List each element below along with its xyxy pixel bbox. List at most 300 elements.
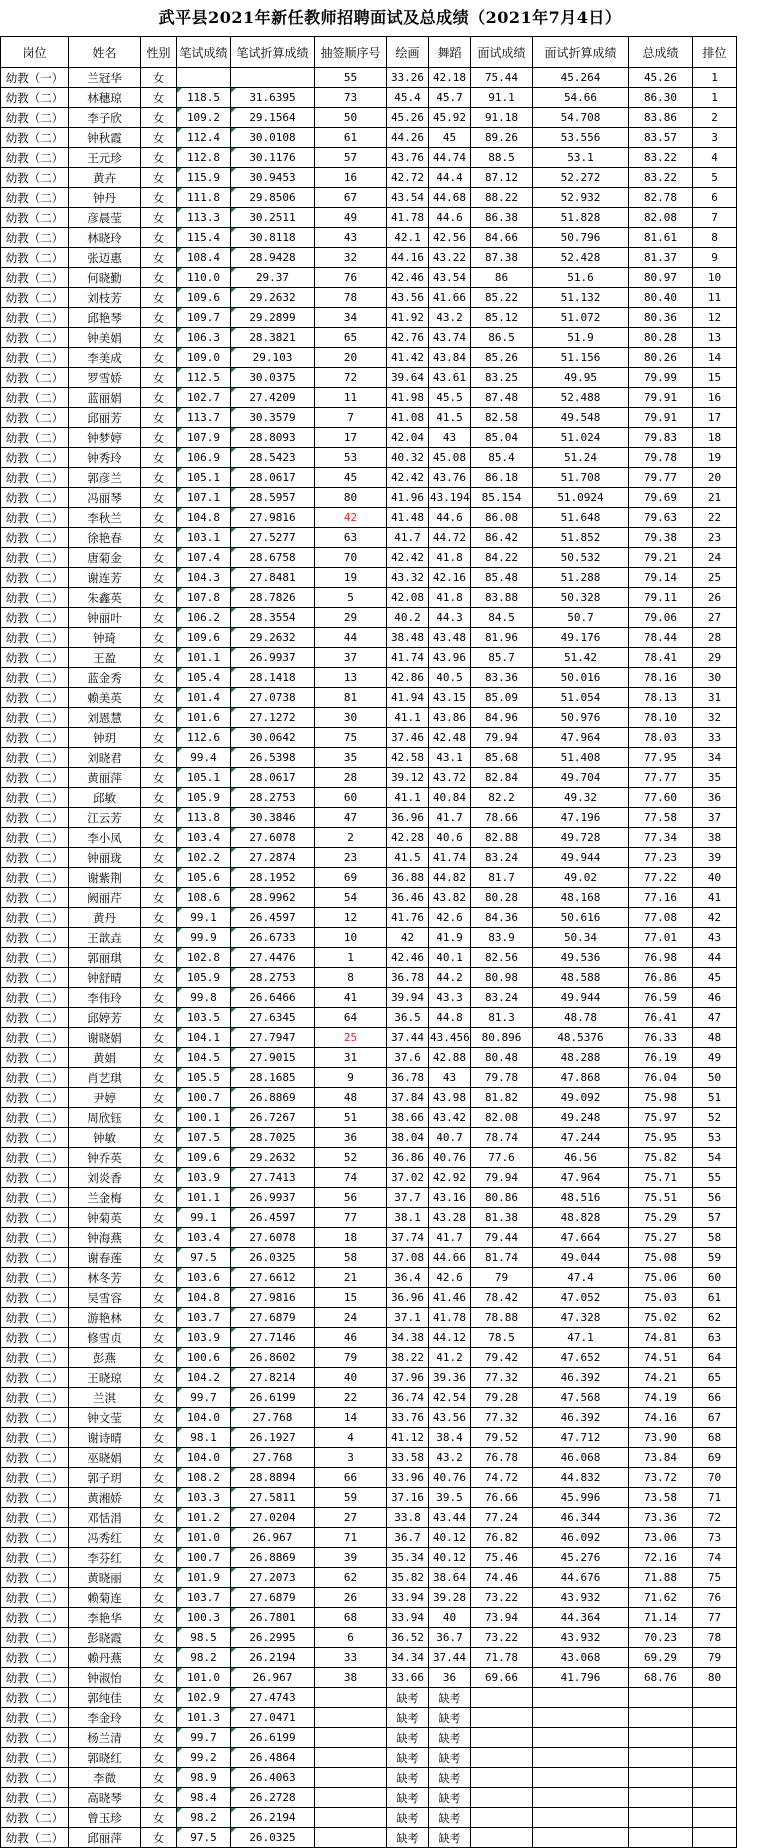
cell-interview-score: 85.154 xyxy=(471,488,533,508)
cell-interview-scaled: 51.648 xyxy=(533,508,629,528)
cell-draw-order: 50 xyxy=(315,108,387,128)
cell-written-score: 118.5 xyxy=(177,88,231,108)
table-row xyxy=(1,1288,780,1308)
cell-written-scaled: 27.0204 xyxy=(231,1508,315,1528)
cell-gender: 女 xyxy=(141,1548,177,1568)
cell-gender: 女 xyxy=(141,1388,177,1408)
cell-written-score: 102.2 xyxy=(177,848,231,868)
cell-written-scaled: 29.2632 xyxy=(231,1148,315,1168)
cell-dance: 45.92 xyxy=(429,108,471,128)
cell-dance: 45 xyxy=(429,128,471,148)
cell-written-scaled: 30.0375 xyxy=(231,368,315,388)
cell-interview-score: 81.7 xyxy=(471,868,533,888)
cell-position: 幼教（二） xyxy=(1,568,69,588)
cell-interview-score: 78.66 xyxy=(471,808,533,828)
cell-written-scaled xyxy=(231,68,315,88)
table-row xyxy=(1,1328,780,1348)
cell-total-score xyxy=(629,1768,693,1788)
cell-painting: 37.6 xyxy=(387,1048,429,1068)
cell-interview-scaled: 44.364 xyxy=(533,1608,629,1628)
cell-written-scaled: 27.0738 xyxy=(231,688,315,708)
cell-rank: 69 xyxy=(693,1448,737,1468)
cell-total-score xyxy=(629,1708,693,1728)
cell-painting: 33.8 xyxy=(387,1508,429,1528)
cell-dance: 缺考 xyxy=(429,1688,471,1708)
cell-name: 何晓勤 xyxy=(69,268,141,288)
cell-written-score: 105.1 xyxy=(177,768,231,788)
col-header-written-scaled: 笔试折算成绩 xyxy=(231,37,315,68)
cell-gender: 女 xyxy=(141,1268,177,1288)
cell-interview-scaled: 47.1 xyxy=(533,1328,629,1348)
cell-interview-score: 80.48 xyxy=(471,1048,533,1068)
cell-gender: 女 xyxy=(141,348,177,368)
cell-interview-scaled: 53.1 xyxy=(533,148,629,168)
cell-interview-scaled xyxy=(533,1748,629,1768)
cell-position: 幼教（二） xyxy=(1,668,69,688)
cell-dance: 42.16 xyxy=(429,568,471,588)
cell-written-score: 109.7 xyxy=(177,308,231,328)
table-row xyxy=(1,1548,780,1568)
cell-interview-scaled: 51.288 xyxy=(533,568,629,588)
cell-painting: 33.94 xyxy=(387,1608,429,1628)
cell-interview-score: 71.78 xyxy=(471,1648,533,1668)
cell-interview-score: 83.36 xyxy=(471,668,533,688)
cell-interview-score: 79.94 xyxy=(471,728,533,748)
cell-dance: 39.28 xyxy=(429,1588,471,1608)
cell-total-score: 79.06 xyxy=(629,608,693,628)
cell-interview-score: 86.38 xyxy=(471,208,533,228)
cell-interview-score: 85.22 xyxy=(471,288,533,308)
cell-interview-scaled: 45.996 xyxy=(533,1488,629,1508)
cell-name: 钟丹 xyxy=(69,188,141,208)
cell-painting: 37.46 xyxy=(387,728,429,748)
cell-written-score: 112.6 xyxy=(177,728,231,748)
cell-written-score: 113.3 xyxy=(177,208,231,228)
cell-gender: 女 xyxy=(141,948,177,968)
cell-draw-order: 42 xyxy=(315,508,387,528)
cell-name: 蓝金秀 xyxy=(69,668,141,688)
table-row xyxy=(1,128,780,148)
cell-interview-score: 85.68 xyxy=(471,748,533,768)
cell-position: 幼教（二） xyxy=(1,968,69,988)
cell-total-score: 79.63 xyxy=(629,508,693,528)
cell-name: 修雪贞 xyxy=(69,1328,141,1348)
cell-interview-score: 82.08 xyxy=(471,1108,533,1128)
cell-name: 邓恬涓 xyxy=(69,1508,141,1528)
cell-rank: 30 xyxy=(693,668,737,688)
cell-interview-score: 83.24 xyxy=(471,848,533,868)
cell-total-score: 76.98 xyxy=(629,948,693,968)
cell-name: 邱敏 xyxy=(69,788,141,808)
cell-total-score: 80.28 xyxy=(629,328,693,348)
cell-interview-score: 81.3 xyxy=(471,1008,533,1028)
cell-total-score: 82.08 xyxy=(629,208,693,228)
cell-name: 兰淇 xyxy=(69,1388,141,1408)
col-header-painting: 绘画 xyxy=(387,37,429,68)
cell-written-score: 103.1 xyxy=(177,528,231,548)
cell-interview-scaled: 47.568 xyxy=(533,1388,629,1408)
cell-total-score: 74.21 xyxy=(629,1368,693,1388)
cell-draw-order: 39 xyxy=(315,1548,387,1568)
cell-rank: 40 xyxy=(693,868,737,888)
cell-gender: 女 xyxy=(141,388,177,408)
table-row xyxy=(1,648,780,668)
cell-gender: 女 xyxy=(141,1328,177,1348)
cell-position: 幼教（二） xyxy=(1,708,69,728)
table-row xyxy=(1,1388,780,1408)
cell-draw-order: 3 xyxy=(315,1448,387,1468)
cell-rank: 26 xyxy=(693,588,737,608)
cell-draw-order xyxy=(315,1748,387,1768)
cell-painting: 41.78 xyxy=(387,208,429,228)
cell-name: 谢连芳 xyxy=(69,568,141,588)
cell-written-score: 112.5 xyxy=(177,368,231,388)
cell-total-score: 83.22 xyxy=(629,148,693,168)
cell-interview-scaled: 51.6 xyxy=(533,268,629,288)
cell-name: 李微 xyxy=(69,1768,141,1788)
cell-interview-scaled: 51.024 xyxy=(533,428,629,448)
cell-draw-order: 56 xyxy=(315,1188,387,1208)
cell-dance: 43 xyxy=(429,428,471,448)
cell-interview-score: 81.74 xyxy=(471,1248,533,1268)
cell-gender: 女 xyxy=(141,328,177,348)
cell-rank: 63 xyxy=(693,1328,737,1348)
cell-dance: 43.2 xyxy=(429,308,471,328)
cell-rank: 58 xyxy=(693,1228,737,1248)
cell-interview-scaled: 47.868 xyxy=(533,1068,629,1088)
cell-written-score: 103.7 xyxy=(177,1308,231,1328)
cell-name: 彭燕 xyxy=(69,1348,141,1368)
cell-draw-order: 65 xyxy=(315,328,387,348)
cell-interview-scaled: 46.344 xyxy=(533,1508,629,1528)
cell-written-score: 101.0 xyxy=(177,1668,231,1688)
cell-dance: 43.86 xyxy=(429,708,471,728)
cell-position: 幼教（二） xyxy=(1,1368,69,1388)
cell-interview-score: 86 xyxy=(471,268,533,288)
cell-gender: 女 xyxy=(141,888,177,908)
cell-painting: 41.08 xyxy=(387,408,429,428)
col-header-position: 岗位 xyxy=(1,37,69,68)
cell-interview-scaled: 49.548 xyxy=(533,408,629,428)
cell-interview-scaled: 44.676 xyxy=(533,1568,629,1588)
cell-draw-order: 66 xyxy=(315,1468,387,1488)
cell-total-score: 77.77 xyxy=(629,768,693,788)
cell-written-score: 105.5 xyxy=(177,1068,231,1088)
cell-position: 幼教（二） xyxy=(1,1148,69,1168)
cell-draw-order: 31 xyxy=(315,1048,387,1068)
cell-written-score: 111.8 xyxy=(177,188,231,208)
cell-written-scaled: 29.37 xyxy=(231,268,315,288)
table-row xyxy=(1,1028,780,1048)
cell-rank: 15 xyxy=(693,368,737,388)
table-row xyxy=(1,1488,780,1508)
cell-written-scaled: 29.2632 xyxy=(231,628,315,648)
cell-name: 王晓琼 xyxy=(69,1368,141,1388)
cell-total-score: 79.21 xyxy=(629,548,693,568)
cell-written-score: 100.3 xyxy=(177,1608,231,1628)
cell-total-score xyxy=(629,1728,693,1748)
cell-gender: 女 xyxy=(141,648,177,668)
cell-rank: 13 xyxy=(693,328,737,348)
cell-interview-scaled: 50.7 xyxy=(533,608,629,628)
cell-draw-order xyxy=(315,1788,387,1808)
cell-name: 李伟玲 xyxy=(69,988,141,1008)
cell-dance: 42.48 xyxy=(429,728,471,748)
table-row xyxy=(1,1368,780,1388)
cell-draw-order: 13 xyxy=(315,668,387,688)
cell-written-scaled: 29.2632 xyxy=(231,288,315,308)
cell-dance: 43.456 xyxy=(429,1028,471,1048)
cell-written-score: 99.1 xyxy=(177,908,231,928)
cell-name: 王元珍 xyxy=(69,148,141,168)
cell-draw-order: 16 xyxy=(315,168,387,188)
cell-dance: 43.72 xyxy=(429,768,471,788)
table-row xyxy=(1,1428,780,1448)
cell-interview-scaled: 51.132 xyxy=(533,288,629,308)
cell-written-scaled: 27.4743 xyxy=(231,1688,315,1708)
cell-total-score: 78.44 xyxy=(629,628,693,648)
cell-written-score: 105.6 xyxy=(177,868,231,888)
cell-dance: 45.5 xyxy=(429,388,471,408)
cell-gender: 女 xyxy=(141,1748,177,1768)
cell-total-score: 78.03 xyxy=(629,728,693,748)
cell-written-scaled: 27.5811 xyxy=(231,1488,315,1508)
cell-name: 钟丽叶 xyxy=(69,608,141,628)
cell-interview-scaled: 47.4 xyxy=(533,1268,629,1288)
cell-written-scaled: 26.2728 xyxy=(231,1788,315,1808)
cell-written-scaled: 27.2874 xyxy=(231,848,315,868)
cell-written-scaled: 26.9937 xyxy=(231,1188,315,1208)
cell-dance: 44.72 xyxy=(429,528,471,548)
cell-rank: 24 xyxy=(693,548,737,568)
cell-dance: 44.66 xyxy=(429,1248,471,1268)
cell-written-scaled: 26.7801 xyxy=(231,1608,315,1628)
cell-interview-scaled: 50.34 xyxy=(533,928,629,948)
cell-interview-scaled: 51.9 xyxy=(533,328,629,348)
cell-position: 幼教（二） xyxy=(1,1348,69,1368)
cell-interview-scaled: 44.832 xyxy=(533,1468,629,1488)
cell-name: 高晓琴 xyxy=(69,1788,141,1808)
cell-total-score: 79.77 xyxy=(629,468,693,488)
cell-dance: 43.98 xyxy=(429,1088,471,1108)
cell-written-scaled: 26.967 xyxy=(231,1668,315,1688)
cell-draw-order xyxy=(315,1708,387,1728)
cell-painting: 42.28 xyxy=(387,828,429,848)
cell-written-score: 101.6 xyxy=(177,708,231,728)
cell-painting: 41.96 xyxy=(387,488,429,508)
cell-written-scaled: 27.7146 xyxy=(231,1328,315,1348)
cell-painting: 40.32 xyxy=(387,448,429,468)
cell-rank xyxy=(693,1828,737,1848)
cell-name: 钟秋霞 xyxy=(69,128,141,148)
cell-interview-score: 80.98 xyxy=(471,968,533,988)
cell-rank: 48 xyxy=(693,1028,737,1048)
cell-rank: 33 xyxy=(693,728,737,748)
cell-draw-order: 53 xyxy=(315,448,387,468)
cell-name: 冯丽琴 xyxy=(69,488,141,508)
cell-interview-scaled: 45.264 xyxy=(533,68,629,88)
cell-dance: 44.4 xyxy=(429,168,471,188)
cell-rank: 28 xyxy=(693,628,737,648)
cell-position: 幼教（一） xyxy=(1,68,69,88)
cell-rank: 12 xyxy=(693,308,737,328)
cell-dance: 38.64 xyxy=(429,1568,471,1588)
cell-draw-order: 60 xyxy=(315,788,387,808)
table-row xyxy=(1,1728,780,1748)
cell-name: 林晓玲 xyxy=(69,228,141,248)
cell-rank: 8 xyxy=(693,228,737,248)
cell-gender: 女 xyxy=(141,1148,177,1168)
cell-position: 幼教（二） xyxy=(1,648,69,668)
cell-name: 林冬芳 xyxy=(69,1268,141,1288)
cell-written-score: 97.5 xyxy=(177,1248,231,1268)
cell-painting: 34.38 xyxy=(387,1328,429,1348)
cell-position: 幼教（二） xyxy=(1,768,69,788)
cell-painting: 38.48 xyxy=(387,628,429,648)
cell-position: 幼教（二） xyxy=(1,808,69,828)
cell-written-score: 108.6 xyxy=(177,888,231,908)
cell-name: 邱艳琴 xyxy=(69,308,141,328)
cell-interview-score xyxy=(471,1748,533,1768)
table-row xyxy=(1,788,780,808)
cell-position: 幼教（二） xyxy=(1,1728,69,1748)
cell-dance: 42.6 xyxy=(429,1268,471,1288)
cell-interview-score: 79.28 xyxy=(471,1388,533,1408)
cell-interview-scaled: 51.0924 xyxy=(533,488,629,508)
cell-draw-order: 12 xyxy=(315,908,387,928)
cell-dance: 43.76 xyxy=(429,468,471,488)
cell-draw-order: 77 xyxy=(315,1208,387,1228)
cell-rank: 47 xyxy=(693,1008,737,1028)
cell-dance: 40.1 xyxy=(429,948,471,968)
cell-written-score: 102.9 xyxy=(177,1688,231,1708)
cell-draw-order: 23 xyxy=(315,848,387,868)
cell-written-score: 104.0 xyxy=(177,1408,231,1428)
cell-position: 幼教（二） xyxy=(1,1748,69,1768)
cell-interview-score: 73.94 xyxy=(471,1608,533,1628)
cell-rank: 4 xyxy=(693,148,737,168)
cell-interview-scaled: 50.328 xyxy=(533,588,629,608)
cell-draw-order: 72 xyxy=(315,368,387,388)
cell-name: 罗雪娇 xyxy=(69,368,141,388)
cell-total-score: 45.26 xyxy=(629,68,693,88)
cell-draw-order: 24 xyxy=(315,1308,387,1328)
cell-total-score: 73.58 xyxy=(629,1488,693,1508)
cell-written-score: 100.7 xyxy=(177,1088,231,1108)
table-row xyxy=(1,1448,780,1468)
cell-painting: 33.26 xyxy=(387,68,429,88)
cell-total-score: 71.88 xyxy=(629,1568,693,1588)
cell-interview-scaled: 49.536 xyxy=(533,948,629,968)
cell-gender: 女 xyxy=(141,1068,177,1088)
cell-draw-order: 44 xyxy=(315,628,387,648)
cell-interview-score: 88.5 xyxy=(471,148,533,168)
cell-written-scaled: 26.4597 xyxy=(231,908,315,928)
cell-draw-order: 1 xyxy=(315,948,387,968)
cell-rank: 66 xyxy=(693,1388,737,1408)
cell-painting: 43.76 xyxy=(387,148,429,168)
cell-rank: 10 xyxy=(693,268,737,288)
cell-gender: 女 xyxy=(141,1128,177,1148)
cell-written-scaled: 30.3846 xyxy=(231,808,315,828)
cell-rank: 7 xyxy=(693,208,737,228)
cell-written-scaled: 27.8214 xyxy=(231,1368,315,1388)
cell-position: 幼教（二） xyxy=(1,388,69,408)
cell-written-scaled: 28.0617 xyxy=(231,468,315,488)
cell-dance: 38.4 xyxy=(429,1428,471,1448)
cell-position: 幼教（二） xyxy=(1,888,69,908)
cell-position: 幼教（二） xyxy=(1,1528,69,1548)
cell-painting: 42.72 xyxy=(387,168,429,188)
cell-written-scaled: 26.0325 xyxy=(231,1828,315,1848)
cell-interview-scaled: 47.328 xyxy=(533,1308,629,1328)
cell-painting: 37.44 xyxy=(387,1028,429,1048)
cell-gender: 女 xyxy=(141,628,177,648)
cell-interview-scaled: 52.272 xyxy=(533,168,629,188)
cell-written-score: 107.8 xyxy=(177,588,231,608)
cell-interview-scaled: 52.932 xyxy=(533,188,629,208)
header-row xyxy=(1,37,780,68)
cell-total-score: 79.11 xyxy=(629,588,693,608)
cell-position: 幼教（二） xyxy=(1,1508,69,1528)
cell-dance: 缺考 xyxy=(429,1748,471,1768)
cell-draw-order: 33 xyxy=(315,1648,387,1668)
cell-name: 尹婷 xyxy=(69,1088,141,1108)
cell-painting: 36.96 xyxy=(387,808,429,828)
cell-dance: 44.6 xyxy=(429,508,471,528)
cell-draw-order: 57 xyxy=(315,148,387,168)
cell-gender: 女 xyxy=(141,228,177,248)
cell-interview-score: 79.52 xyxy=(471,1428,533,1448)
cell-draw-order: 45 xyxy=(315,468,387,488)
cell-position: 幼教（二） xyxy=(1,1648,69,1668)
cell-gender: 女 xyxy=(141,1368,177,1388)
cell-name: 钟美娟 xyxy=(69,328,141,348)
cell-dance: 41.7 xyxy=(429,808,471,828)
cell-draw-order: 18 xyxy=(315,1228,387,1248)
cell-position: 幼教（二） xyxy=(1,128,69,148)
cell-interview-scaled: 47.664 xyxy=(533,1228,629,1248)
cell-name: 兰金梅 xyxy=(69,1188,141,1208)
cell-rank: 46 xyxy=(693,988,737,1008)
cell-dance: 41.78 xyxy=(429,1308,471,1328)
cell-name: 李美成 xyxy=(69,348,141,368)
cell-written-scaled: 27.6879 xyxy=(231,1308,315,1328)
cell-interview-score: 87.48 xyxy=(471,388,533,408)
cell-draw-order: 11 xyxy=(315,388,387,408)
table-row xyxy=(1,408,780,428)
cell-painting: 42.46 xyxy=(387,948,429,968)
table-row xyxy=(1,1228,780,1248)
cell-rank: 29 xyxy=(693,648,737,668)
cell-position: 幼教（二） xyxy=(1,1388,69,1408)
table-row xyxy=(1,1508,780,1528)
cell-written-scaled: 27.1272 xyxy=(231,708,315,728)
cell-written-scaled: 28.2753 xyxy=(231,788,315,808)
cell-draw-order: 81 xyxy=(315,688,387,708)
cell-dance: 43.74 xyxy=(429,328,471,348)
cell-total-score: 75.97 xyxy=(629,1108,693,1128)
cell-name: 谢诗晴 xyxy=(69,1428,141,1448)
cell-draw-order: 68 xyxy=(315,1608,387,1628)
cell-written-score xyxy=(177,68,231,88)
cell-interview-score: 77.32 xyxy=(471,1408,533,1428)
cell-painting: 33.94 xyxy=(387,1588,429,1608)
cell-interview-score: 76.66 xyxy=(471,1488,533,1508)
cell-written-score: 115.9 xyxy=(177,168,231,188)
cell-gender: 女 xyxy=(141,1728,177,1748)
cell-interview-scaled: 49.944 xyxy=(533,988,629,1008)
